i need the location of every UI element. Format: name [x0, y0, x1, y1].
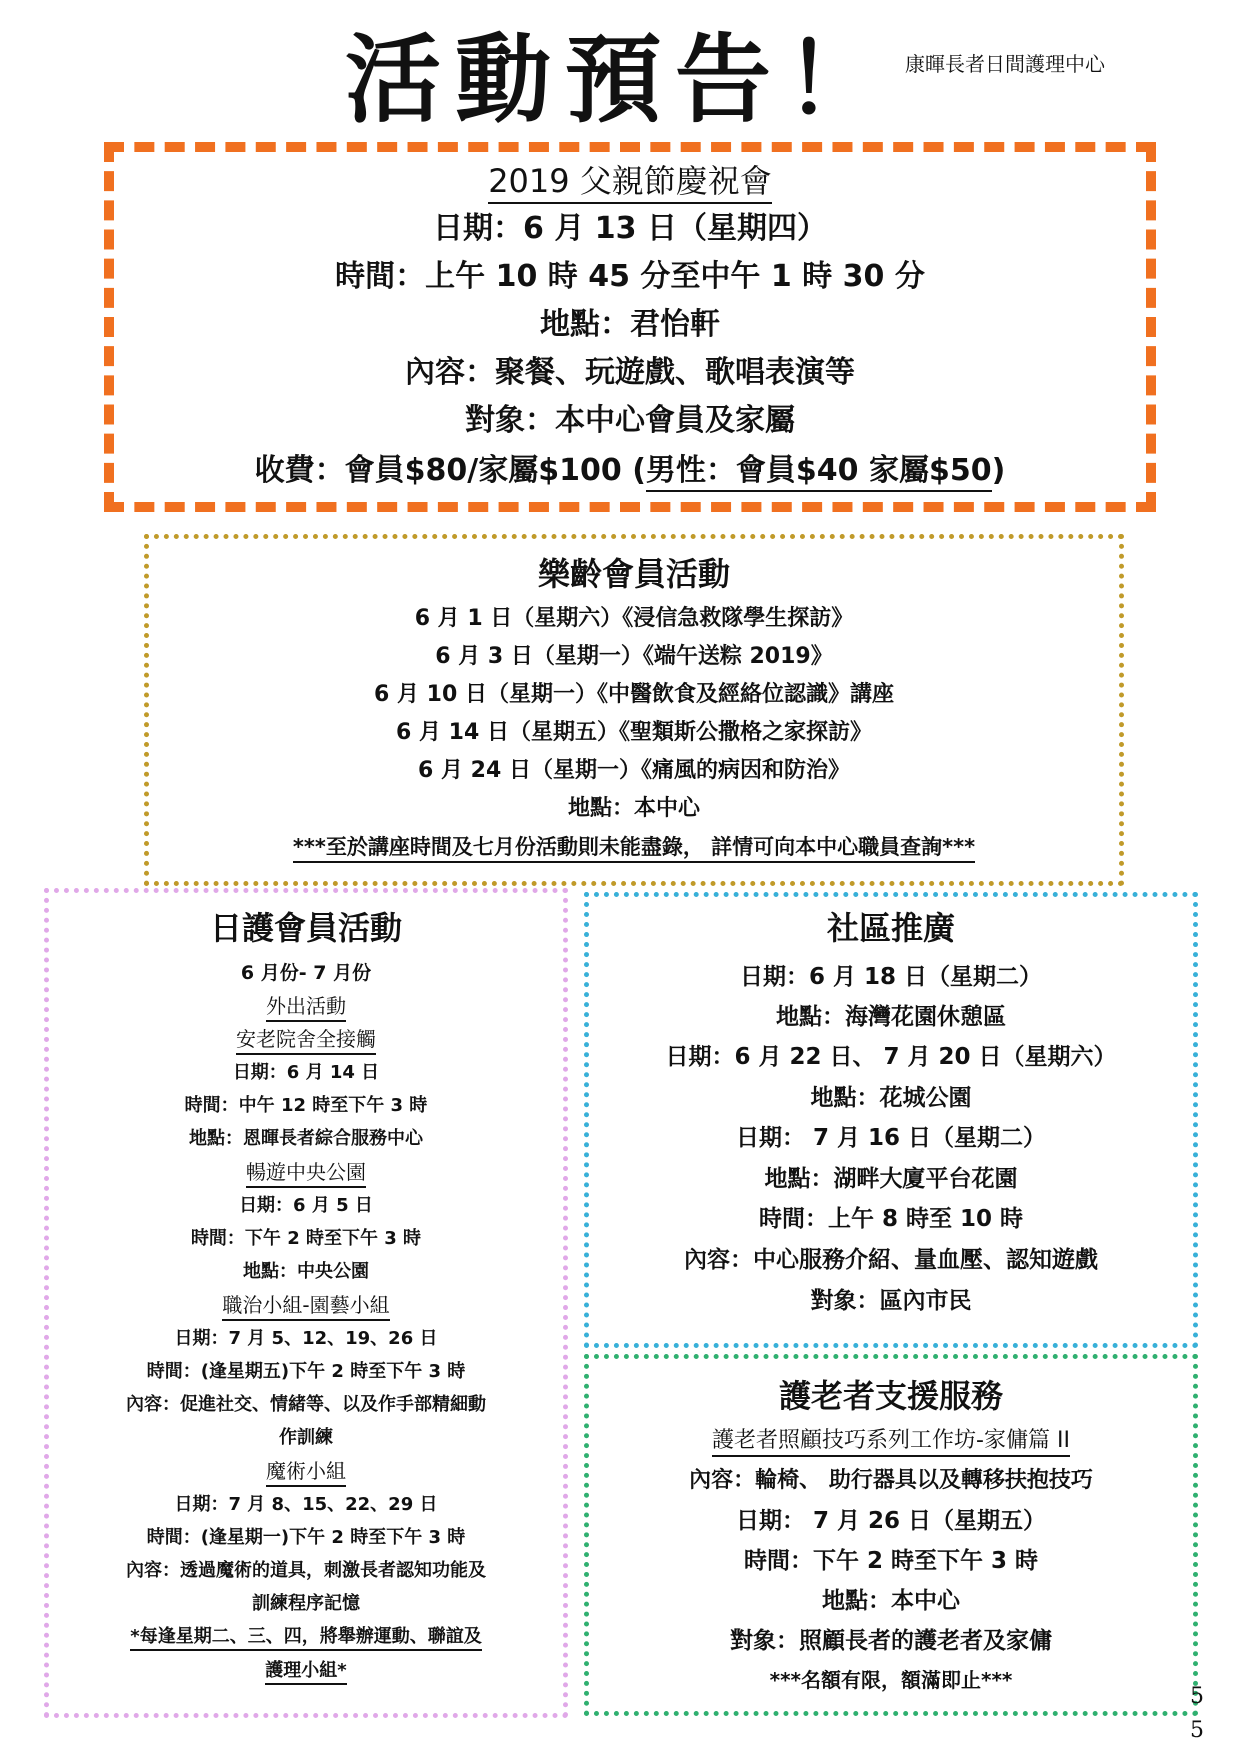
outing2-time: 時間：下午 2 時至下午 3 時	[190, 1228, 422, 1249]
group2-time: 時間：(逢星期一)下午 2 時至下午 3 時	[146, 1527, 466, 1548]
carer-venue: 地點：本中心	[822, 1588, 960, 1614]
carer-workshop: 護老者照顧技巧系列工作坊-家傭篇 II	[712, 1428, 1070, 1457]
elderly-item: 6 月 10 日（星期一）《中醫飲食及經絡位認識》講座	[374, 682, 894, 707]
outing2-venue: 地點：中央公園	[243, 1261, 369, 1282]
fathers-day-date: 日期：6 月 13 日（星期四）	[433, 211, 827, 246]
outing1-time: 時間：中午 12 時至下午 3 時	[184, 1095, 428, 1116]
group2-content-cont: 訓練程序記憶	[252, 1593, 360, 1614]
fathers-day-venue: 地點：君怡軒	[540, 307, 720, 342]
community-title: 社區推廣	[826, 909, 955, 947]
elderly-item: 6 月 1 日（星期六）《浸信急救隊學生探訪》	[414, 606, 854, 631]
fathers-day-target: 對象：本中心會員及家屬	[465, 403, 795, 438]
group1-name: 職治小組-園藝小組	[222, 1293, 389, 1321]
fee-suffix: )	[991, 453, 1006, 488]
outing-label: 外出活動	[266, 994, 346, 1022]
group2-name: 魔術小組	[266, 1459, 346, 1487]
page-number-footer: 5	[1190, 1718, 1204, 1743]
center-name: 康暉長者日間護理中心	[905, 52, 1105, 76]
page-title: 活動預告！	[345, 24, 895, 136]
community-e1-date: 日期：6 月 18 日（星期二）	[739, 964, 1043, 990]
group1-content: 內容：促進社交、情緒等、以及作手部精細動	[126, 1394, 486, 1415]
day-care-period: 6 月份- 7 月份	[240, 962, 372, 984]
elderly-venue: 地點：本中心	[567, 796, 700, 821]
elderly-item: 6 月 14 日（星期五）《聖類斯公撒格之家探訪》	[396, 720, 872, 745]
group1-content-cont: 作訓練	[279, 1427, 333, 1448]
day-care-note-cont: 護理小組*	[265, 1660, 346, 1685]
group1-time: 時間：(逢星期五)下午 2 時至下午 3 時	[146, 1361, 466, 1382]
community-e1-venue: 地點：海灣花園休憩區	[776, 1004, 1006, 1030]
fathers-day-content: 內容：聚餐、玩遊戲、歌唱表演等	[405, 355, 855, 390]
elderly-note: ***至於講座時間及七月份活動則未能盡錄， 詳情可向本中心職員查詢***	[293, 835, 975, 863]
carer-note: ***名額有限，額滿即止***	[769, 1668, 1013, 1692]
fathers-day-time: 時間：上午 10 時 45 分至中午 1 時 30 分	[335, 259, 925, 294]
group2-date: 日期：7 月 8、15、22、29 日	[174, 1494, 438, 1515]
fee-male: 男性：會員$40 家屬$50	[646, 453, 992, 492]
outing1-name: 安老院舍全接觸	[236, 1027, 376, 1055]
outing2-date: 日期：6 月 5 日	[239, 1195, 373, 1216]
carer-target: 對象：照顧長者的護老者及家傭	[730, 1628, 1052, 1654]
fee-prefix: 收費：會員$80/家屬$100 (	[254, 453, 646, 488]
fathers-day-fee	[104, 450, 1156, 492]
page-number: 5	[1190, 1684, 1204, 1709]
elderly-item: 6 月 24 日（星期一）《痛風的病因和防治》	[418, 758, 850, 783]
day-care-title: 日護會員活動	[209, 909, 402, 947]
community-target: 對象：區內市民	[810, 1288, 972, 1314]
elderly-item: 6 月 3 日（星期一）《端午送粽 2019》	[435, 644, 833, 669]
community-e3-date: 日期： 7 月 16 日（星期二）	[735, 1125, 1047, 1151]
community-e2-venue: 地點：花城公園	[810, 1085, 972, 1111]
community-e2-date: 日期：6 月 22 日、 7 月 20 日（星期六）	[665, 1044, 1117, 1070]
community-e3-venue: 地點：湖畔大廈平台花園	[764, 1166, 1018, 1192]
group1-date: 日期：7 月 5、12、19、26 日	[174, 1328, 438, 1349]
community-time: 時間：上午 8 時至 10 時	[758, 1206, 1024, 1232]
outing1-venue: 地點：恩暉長者綜合服務中心	[189, 1128, 423, 1149]
elderly-members-title: 樂齡會員活動	[537, 555, 730, 593]
carer-date: 日期： 7 月 26 日（星期五）	[735, 1508, 1047, 1534]
group2-content: 內容：透過魔術的道具，刺激長者認知功能及	[126, 1560, 486, 1581]
fathers-day-title: 2019 父親節慶祝會	[488, 162, 772, 204]
day-care-note: *每逢星期二、三、四，將舉辦運動、聯誼及	[130, 1626, 481, 1651]
carer-support-title: 護老者支援服務	[778, 1377, 1003, 1415]
community-content: 內容：中心服務介紹、量血壓、認知遊戲	[684, 1247, 1098, 1273]
outing1-date: 日期：6 月 14 日	[232, 1062, 380, 1083]
outing2-name: 暢遊中央公園	[246, 1160, 366, 1188]
carer-content: 內容：輪椅、 助行器具以及轉移扶抱技巧	[689, 1468, 1093, 1493]
carer-time: 時間：下午 2 時至下午 3 時	[743, 1548, 1039, 1574]
